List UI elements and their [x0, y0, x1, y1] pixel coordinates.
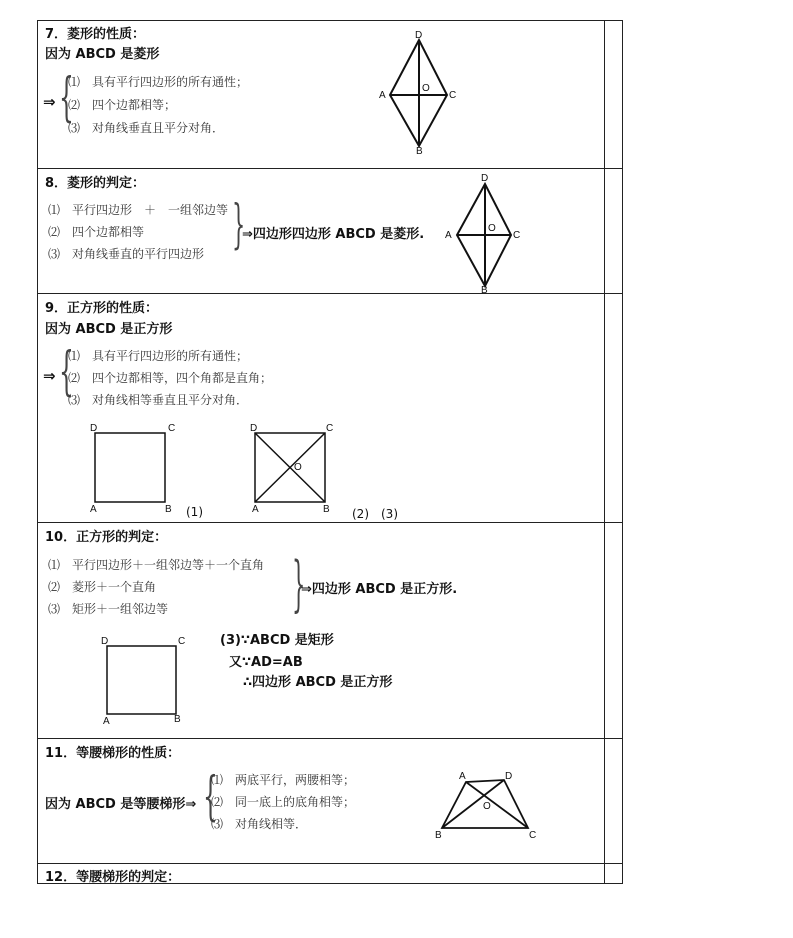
center-label-o: O — [422, 83, 430, 94]
section-10-title: 10．正方形的判定： — [45, 530, 168, 545]
vertex-label-c: C — [178, 636, 186, 647]
section-11-title: 11．等腰梯形的性质： — [45, 746, 181, 761]
implies-arrow: ⇒ — [43, 93, 56, 111]
s11-item-2: ⑵ 同一底上的底角相等； — [211, 795, 356, 809]
s9-item-3: ⑶ 对角线相等垂直且平分对角． — [68, 393, 249, 407]
vertex-label-c: C — [168, 423, 176, 434]
row-divider — [37, 522, 623, 523]
vertex-label-b: B — [323, 504, 330, 515]
s8-item-1: ⑴ 平行四边形 ＋ 一组邻边等 — [48, 203, 229, 217]
row-divider — [37, 863, 623, 864]
s11-item-3: ⑶ 对角线相等． — [211, 817, 308, 831]
brace: { — [203, 767, 218, 827]
square-figure-1 — [88, 422, 178, 514]
section-9-premise: 因为 ABCD 是正方形 — [45, 322, 173, 337]
s7-item-1: ⑴ 具有平行四边形的所有通性； — [68, 75, 249, 89]
proof-line-1: (3)∵ABCD 是矩形 — [220, 633, 334, 648]
closing-brace: } — [232, 195, 246, 255]
vertex-label-a: A — [379, 90, 386, 101]
isosceles-trapezoid-figure — [432, 768, 542, 840]
figure-caption-2-3: (2) (3) — [352, 507, 398, 521]
row-divider — [37, 293, 623, 294]
figure-caption-1: (1) — [186, 505, 203, 519]
section-12-title: 12．等腰梯形的判定： — [45, 870, 181, 885]
column-divider — [604, 20, 605, 884]
implies-arrow: ⇒ — [43, 367, 56, 385]
s10-item-3: ⑶ 矩形＋一组邻边等 — [48, 602, 169, 616]
vertex-label-a: A — [90, 504, 97, 515]
vertex-label-a: A — [445, 230, 452, 241]
vertex-label-d: D — [250, 423, 258, 434]
section-7-title: 7．菱形的性质： — [45, 27, 146, 42]
s8-item-2: ⑵ 四个边都相等 — [48, 225, 145, 239]
brace: { — [59, 342, 74, 402]
vertex-label-a: A — [459, 771, 466, 782]
vertex-label-c: C — [529, 830, 537, 841]
vertex-label-d: D — [101, 636, 109, 647]
center-label-o: O — [488, 223, 496, 234]
section-7-premise: 因为 ABCD 是菱形 — [45, 47, 160, 62]
vertex-label-c: C — [449, 90, 457, 101]
vertex-label-b: B — [435, 830, 442, 841]
vertex-label-b: B — [416, 146, 423, 157]
square-figure-10 — [98, 634, 188, 726]
vertex-label-d: D — [481, 173, 489, 184]
vertex-label-d: D — [415, 30, 423, 41]
proof-line-3: ∴四边形 ABCD 是正方形 — [243, 675, 393, 690]
section-10-conclusion: ⇒四边形 ABCD 是正方形. — [301, 582, 458, 597]
vertex-label-b: B — [174, 714, 181, 725]
section-11-premise: 因为 ABCD 是等腰梯形⇒ — [45, 797, 197, 812]
center-label-o: O — [294, 462, 302, 473]
s7-item-2: ⑵ 四个边都相等； — [68, 98, 177, 112]
s9-item-1: ⑴ 具有平行四边形的所有通性； — [68, 349, 249, 363]
s11-item-1: ⑴ 两底平行，两腰相等； — [211, 773, 356, 787]
vertex-label-c: C — [513, 230, 521, 241]
vertex-label-b: B — [481, 285, 488, 296]
s7-item-3: ⑶ 对角线垂直且平分对角． — [68, 121, 225, 135]
vertex-label-d: D — [505, 771, 513, 782]
section-8-conclusion: ⇒四边形四边形 ABCD 是菱形. — [242, 227, 425, 242]
vertex-label-b: B — [165, 504, 172, 515]
closing-brace: } — [292, 549, 306, 619]
s10-item-2: ⑵ 菱形＋一个直角 — [48, 580, 157, 594]
brace: { — [59, 68, 74, 128]
row-divider — [37, 738, 623, 739]
vertex-label-a: A — [252, 504, 259, 515]
center-label-o: O — [483, 801, 491, 812]
rhombus-figure-7 — [370, 28, 460, 157]
vertex-label-c: C — [326, 423, 334, 434]
section-8-title: 8．菱形的判定： — [45, 176, 146, 191]
s8-item-3: ⑶ 对角线垂直的平行四边形 — [48, 247, 205, 261]
vertex-label-a: A — [103, 716, 110, 727]
row-divider — [37, 168, 623, 169]
vertex-label-d: D — [90, 423, 98, 434]
section-9-title: 9．正方形的性质： — [45, 301, 159, 316]
s9-item-2: ⑵ 四个边都相等，四个角都是直角； — [68, 371, 273, 385]
proof-line-2: 又∵AD=AB — [229, 655, 303, 670]
square-figure-2-3 — [247, 422, 342, 514]
rhombus-figure-8 — [440, 172, 530, 297]
s10-item-1: ⑴ 平行四边形＋一组邻边等＋一个直角 — [48, 558, 265, 572]
